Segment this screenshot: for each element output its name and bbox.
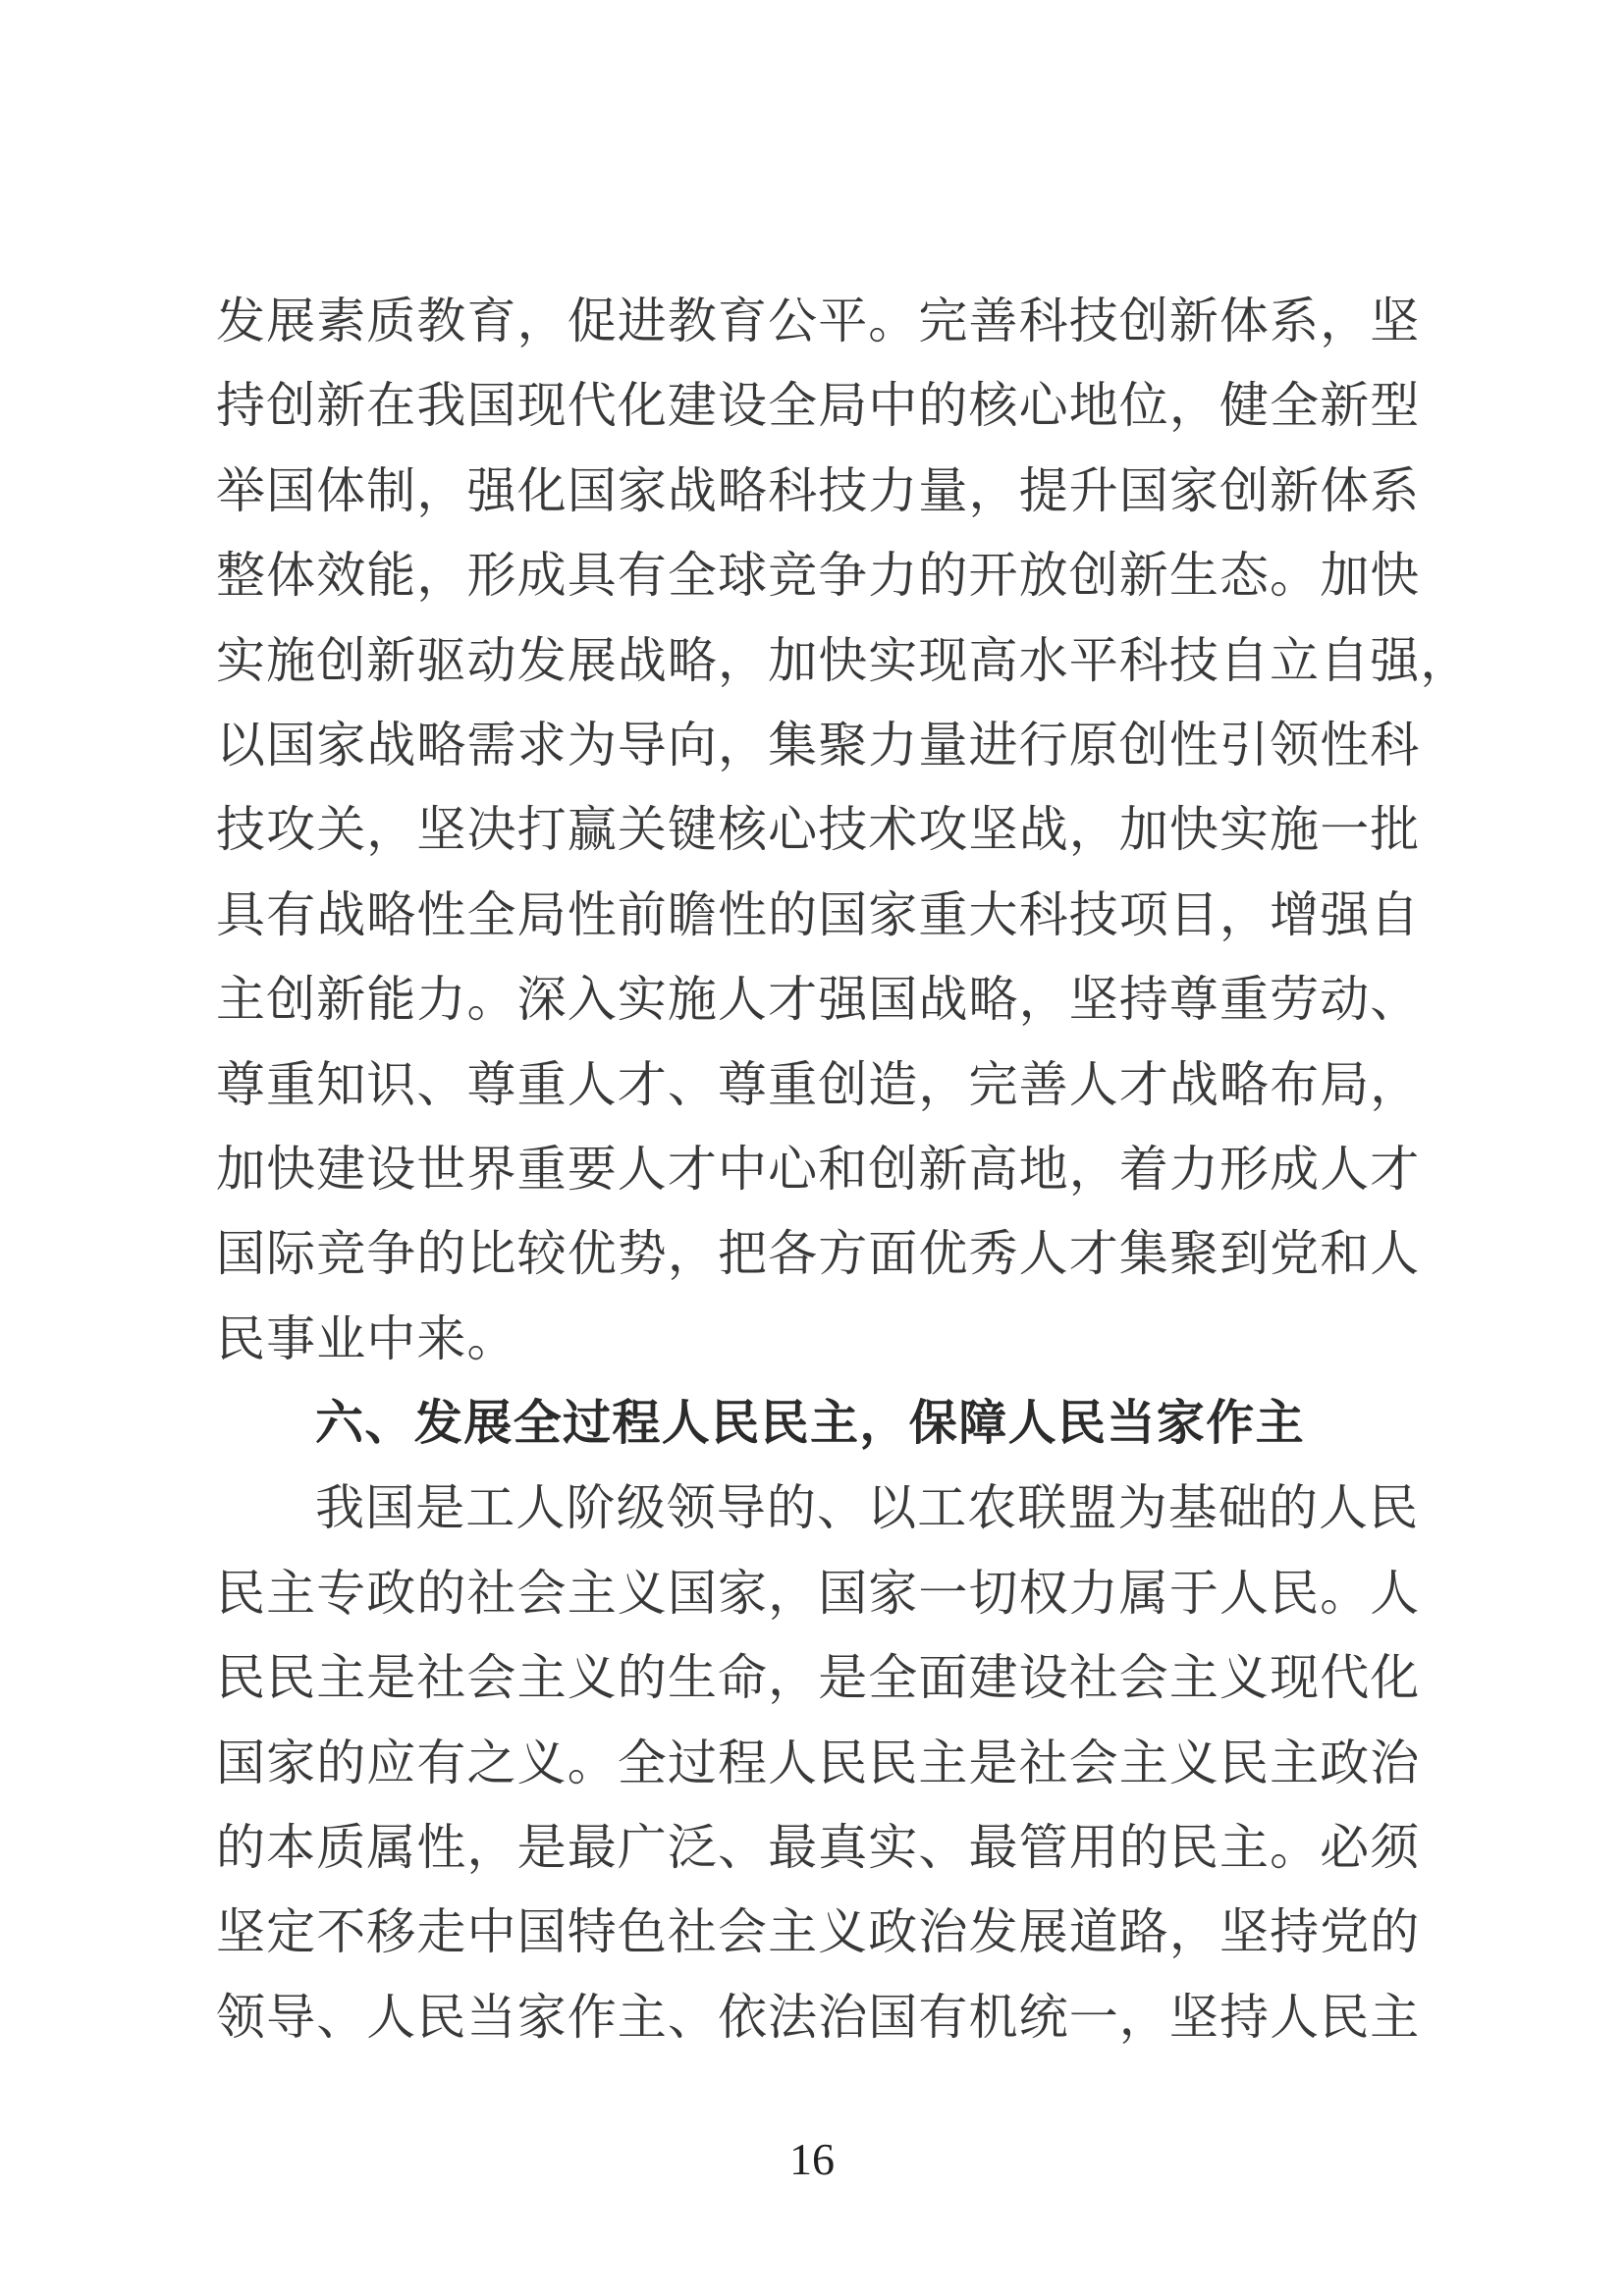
paragraph1-line: 举国体制，强化国家战略科技力量，提升国家创新体系 xyxy=(216,462,1421,518)
page-body xyxy=(216,279,1471,2059)
paragraph2-line: 的本质属性，是最广泛、最真实、最管用的民主。必须 xyxy=(216,1820,1421,1876)
paragraph2-line: 我国是工人阶级领导的、以工农联盟为基础的人民 xyxy=(315,1480,1420,1536)
paragraph1-line: 加快建设世界重要人才中心和创新高地，着力形成人才 xyxy=(216,1141,1421,1197)
paragraph1-line: 主创新能力。深入实施人才强国战略，坚持尊重劳动、 xyxy=(216,972,1421,1028)
paragraph1-line: 民事业中来。 xyxy=(216,1310,517,1366)
paragraph1-line: 整体效能，形成具有全球竞争力的开放创新生态。加快 xyxy=(216,548,1421,604)
paragraph2-line: 民主专政的社会主义国家，国家一切权力属于人民。人 xyxy=(216,1565,1421,1621)
paragraph2-line: 坚定不移走中国特色社会主义政治发展道路，坚持党的 xyxy=(216,1904,1421,1960)
page-number: 16 xyxy=(789,2134,835,2184)
page-footer xyxy=(0,2124,1624,2195)
paragraph2-line: 民民主是社会主义的生命，是全面建设社会主义现代化 xyxy=(216,1650,1421,1706)
paragraph1-line: 实施创新驱动发展战略，加快实现高水平科技自立自强， xyxy=(216,632,1471,688)
paragraph1-line: 发展素质教育，促进教育公平。完善科技创新体系，坚 xyxy=(216,294,1421,348)
paragraph1-line: 以国家战略需求为导向，集聚力量进行原创性引领性科 xyxy=(216,717,1421,773)
paragraph1-line: 国际竞争的比较优势，把各方面优秀人才集聚到党和人 xyxy=(216,1226,1421,1282)
paragraph1-line: 技攻关，坚决打赢关键核心技术攻坚战，加快实施一批 xyxy=(216,802,1421,858)
paragraph1-line: 持创新在我国现代化建设全局中的核心地位，健全新型 xyxy=(216,378,1421,434)
paragraph1-line: 尊重知识、尊重人才、尊重创造，完善人才战略布局， xyxy=(216,1056,1421,1112)
paragraph2-line: 国家的应有之义。全过程人民民主是社会主义民主政治 xyxy=(216,1735,1421,1790)
section-heading: 六、发展全过程人民民主，保障人民当家作主 xyxy=(315,1397,1306,1451)
paragraph1-line: 具有战略性全局性前瞻性的国家重大科技项目，增强自 xyxy=(216,886,1421,942)
paragraph2-line: 领导、人民当家作主、依法治国有机统一，坚持人民主 xyxy=(216,1989,1421,2045)
